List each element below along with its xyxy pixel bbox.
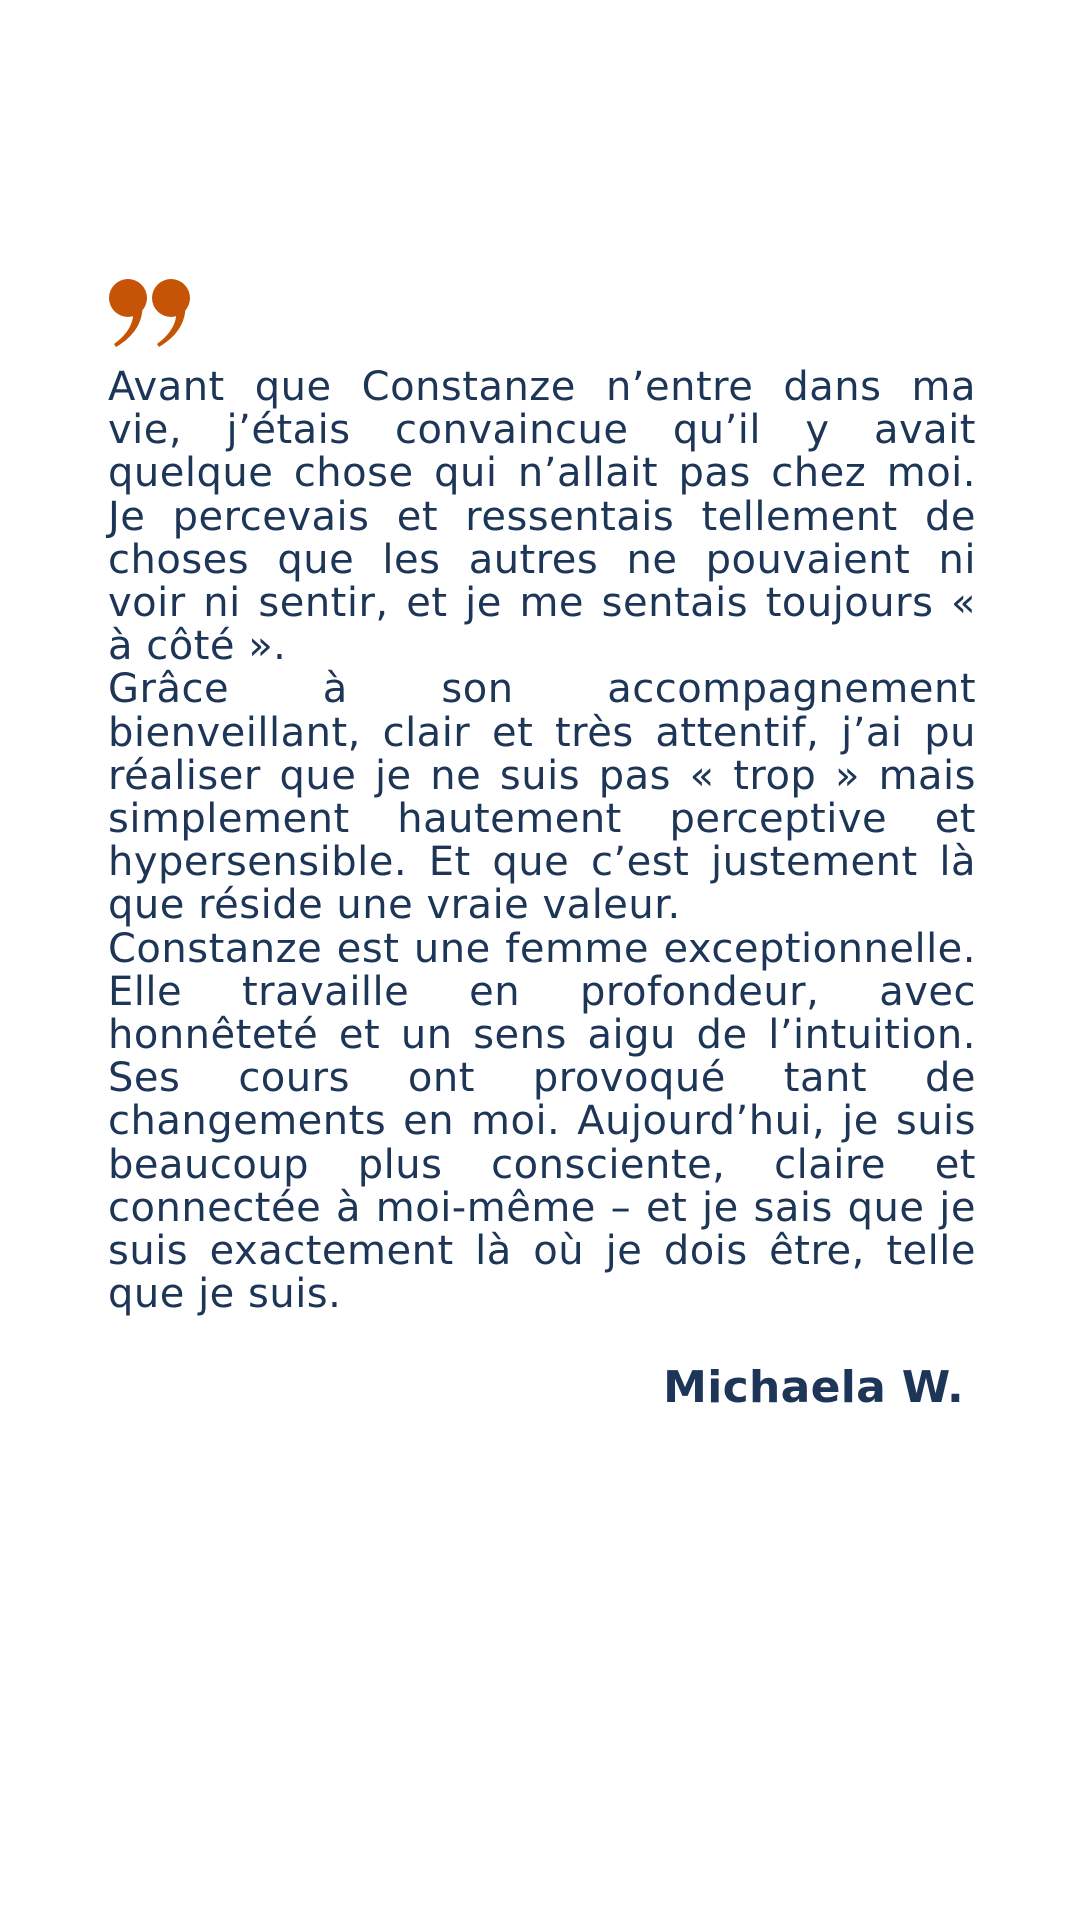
testimonial-author: Michaela W. xyxy=(663,1362,964,1413)
testimonial-paragraph-2: Grâce à son accompagnement bienveillant, clair et très attentif, j’ai pu réaliser que je ne suis pas « trop » mais simplement hautement perceptive et hypersensible. Et que c’est justement là que réside une vraie valeur. xyxy=(108,666,976,929)
testimonial-paragraph-1: Avant que Constanze n’entre dans ma vie, j’étais convaincue qu’il y avait quelque chose qui n’allait pas chez moi. Je percevais et ressentais tellement de choses que les autres ne pouvaient ni voir ni sentir, et je me sentais toujours « à côté ». xyxy=(108,364,976,670)
quote-mark-icon xyxy=(108,278,198,350)
testimonial-text xyxy=(108,366,976,1316)
testimonial-paragraph-3: Constanze est une femme exceptionnelle. Elle travaille en profondeur, avec honnêteté et un sens aigu de l’intuition. Ses cours ont provoqué tant de changements en moi. Aujourd’hui, je suis beaucoup plus consciente, claire et connectée à moi-même – et je sais que je suis exactement là où je dois être, telle que je suis. xyxy=(108,925,976,1318)
